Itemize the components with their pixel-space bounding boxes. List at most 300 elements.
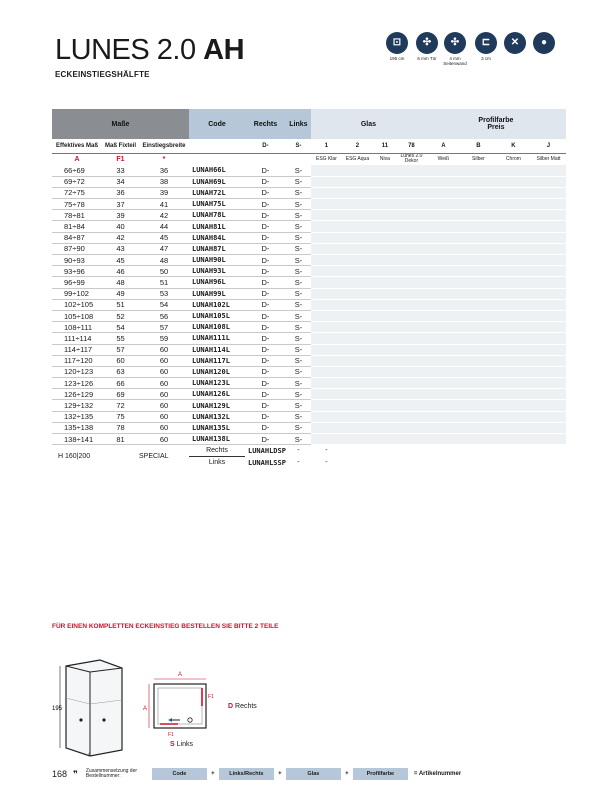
subheader-ein: Einstiegsbreite [139,139,189,153]
table-row [52,333,566,344]
price-cell [311,355,342,366]
price-cell [373,299,397,310]
cell-rechts: D- [245,400,286,411]
order-code-footer [52,767,461,781]
cell-fix: 55 [102,333,139,344]
price-cell [531,411,566,422]
price-cell [373,434,397,445]
cell-rechts: D- [245,378,286,389]
cell-ein: 60 [139,378,189,389]
price-cell [342,299,373,310]
shower-plan-diagram [140,668,220,740]
price-cell [342,288,373,299]
cell-links: S- [286,389,311,400]
cell-fix: 46 [102,266,139,277]
table-row [52,389,566,400]
price-cell [531,210,566,221]
special-rechts-dash-2: - [297,459,300,467]
price-cell [397,199,426,210]
price-cell [397,221,426,232]
price-cell [461,400,496,411]
price-cell [531,243,566,254]
cell-fix: 69 [102,389,139,400]
price-cell [342,344,373,355]
cell-code: LUNAH117L [189,355,245,366]
price-cell [397,310,426,321]
price-cell [426,199,461,210]
cell-links: S- [286,199,311,210]
price-cell [373,355,397,366]
price-cell [311,400,342,411]
price-cell [496,378,531,389]
cell-fix: 33 [102,165,139,176]
price-cell [311,310,342,321]
price-cell [426,210,461,221]
price-cell [461,378,496,389]
cell-eff: 87÷90 [52,243,102,254]
table-row [52,366,566,377]
price-cell [373,176,397,187]
cell-code: LUNAH81L [189,221,245,232]
price-cell [397,333,426,344]
cell-ein: 50 [139,266,189,277]
subheader-profil-a: A [426,139,461,153]
cell-eff: 108÷111 [52,322,102,333]
price-cell [397,422,426,433]
key-profil-k: Chrom [505,156,521,163]
cell-fix: 51 [102,299,139,310]
cell-links: S- [286,422,311,433]
price-cell [342,243,373,254]
price-cell [461,221,496,232]
cell-fix: 34 [102,176,139,187]
price-cell [311,232,342,243]
table-row [52,378,566,389]
cell-eff: 81÷84 [52,221,102,232]
special-rechts-code: LUNAHLDSP [248,446,286,455]
price-cell [311,288,342,299]
price-cell [461,232,496,243]
footer-box-glas: Glas [286,768,341,780]
feature-label: 4 mm Seitenwand [443,56,467,66]
price-cell [311,187,342,198]
feature-5 [530,32,558,56]
shower-3d-diagram [52,658,127,758]
price-cell [426,366,461,377]
subheader-rechts: D- [245,139,286,153]
diagram-height-label: 195 [52,706,63,712]
price-cell [426,176,461,187]
price-cell [342,232,373,243]
price-cell [496,165,531,176]
cell-rechts: D- [245,187,286,198]
cell-rechts: D- [245,176,286,187]
price-cell [397,355,426,366]
price-cell [397,266,426,277]
cell-ein: 53 [139,288,189,299]
cell-rechts: D- [245,411,286,422]
glass-thickness-icon: ✣ [416,32,438,54]
price-cell [342,333,373,344]
cell-fix: 39 [102,210,139,221]
cell-code: LUNAH84L [189,232,245,243]
price-cell [373,288,397,299]
cell-code: LUNAH96L [189,277,245,288]
cell-rechts: D- [245,255,286,266]
cell-eff: 105÷108 [52,310,102,321]
price-cell [496,411,531,422]
table-row [52,187,566,198]
feature-2 [441,32,469,66]
price-cell [531,187,566,198]
header-glas: Glas [311,109,426,139]
price-cell [426,333,461,344]
price-cell [531,255,566,266]
cell-ein: 60 [139,411,189,422]
price-cell [496,210,531,221]
cell-links: S- [286,366,311,377]
price-cell [426,288,461,299]
price-cell [397,232,426,243]
price-cell [397,165,426,176]
price-cell [311,210,342,221]
cell-eff: 96÷99 [52,277,102,288]
price-cell [342,355,373,366]
price-cell [531,400,566,411]
plan-f1-side-label: F1 [208,694,214,700]
feature-1 [413,32,441,61]
cell-links: S- [286,187,311,198]
price-cell [496,434,531,445]
price-cell [342,434,373,445]
price-cell [373,389,397,400]
price-cell [531,366,566,377]
price-cell [461,199,496,210]
price-cell [397,411,426,422]
price-cell [426,322,461,333]
cell-fix: 81 [102,434,139,445]
price-cell [426,422,461,433]
price-cell [311,243,342,254]
price-cell [426,266,461,277]
plan-f1-bottom-label: F1 [168,732,174,738]
cell-rechts: D- [245,199,286,210]
cell-fix: 63 [102,366,139,377]
cell-links: S- [286,232,311,243]
cell-rechts: D- [245,366,286,377]
price-cell [461,434,496,445]
price-cell [397,277,426,288]
price-cell [461,344,496,355]
cell-links: S- [286,434,311,445]
price-cell [397,366,426,377]
price-cell [311,221,342,232]
key-glas-2: ESG Aqua [345,156,370,163]
price-cell [426,187,461,198]
cell-links: S- [286,221,311,232]
header-links: Links [286,109,311,139]
cell-eff: 120÷123 [52,366,102,377]
price-cell [426,243,461,254]
cell-links: S- [286,355,311,366]
subheader-glas-11: 11 [373,139,397,153]
cell-links: S- [286,378,311,389]
cell-code: LUNAH129L [189,400,245,411]
cell-eff: 135÷138 [52,422,102,433]
cell-links: S- [286,176,311,187]
cell-eff: 111÷114 [52,333,102,344]
table-row [52,232,566,243]
price-cell [373,333,397,344]
price-cell [461,422,496,433]
price-cell [461,277,496,288]
table-row [52,299,566,310]
key-ein: * [162,155,166,163]
price-cell [496,199,531,210]
price-cell [426,277,461,288]
cell-code: LUNAH87L [189,243,245,254]
table-row [52,310,566,321]
price-cell [311,389,342,400]
price-cell [531,165,566,176]
cell-fix: 42 [102,232,139,243]
price-cell [373,344,397,355]
cell-ein: 60 [139,344,189,355]
header-masse: Maße [52,109,189,139]
cell-links: S- [286,400,311,411]
cell-code: LUNAH90L [189,255,245,266]
cell-eff: 129÷132 [52,400,102,411]
cell-code: LUNAH78L [189,210,245,221]
price-cell [342,266,373,277]
cell-eff: 69÷72 [52,176,102,187]
cell-rechts: D- [245,310,286,321]
price-cell [531,434,566,445]
footer-caption: Zusammensetzung der Bestellnummer: [85,767,138,779]
price-cell [426,232,461,243]
cell-eff: 126÷129 [52,389,102,400]
subheader-glas-2: 2 [342,139,373,153]
cell-ein: 56 [139,310,189,321]
price-cell [426,310,461,321]
table-row [52,199,566,210]
footprints-icon: ❞ [73,768,78,779]
cell-code: LUNAH132L [189,411,245,422]
price-cell [461,355,496,366]
price-cell [426,378,461,389]
price-cell [373,378,397,389]
price-cell [496,299,531,310]
price-cell [311,176,342,187]
cell-rechts: D- [245,243,286,254]
cell-rechts: D- [245,232,286,243]
price-cell [311,199,342,210]
special-rechts-dash: - [297,447,300,455]
price-cell [311,333,342,344]
subheader-profil-j: J [531,139,566,153]
price-cell [461,187,496,198]
cell-code: LUNAH99L [189,288,245,299]
cell-ein: 59 [139,333,189,344]
cell-fix: 36 [102,187,139,198]
cell-links: S- [286,266,311,277]
cell-fix: 48 [102,277,139,288]
cell-ein: 36 [139,165,189,176]
page-number: 168 [52,769,68,779]
price-cell [426,411,461,422]
price-cell [426,255,461,266]
cell-links: S- [286,344,311,355]
price-cell [311,277,342,288]
price-cell [342,199,373,210]
header-rechts: Rechts [245,109,286,139]
cell-rechts: D- [245,422,286,433]
price-cell [461,322,496,333]
table-row [52,422,566,433]
cell-ein: 38 [139,176,189,187]
price-cell [461,411,496,422]
table-row [52,288,566,299]
key-profil-a: Weiß [437,156,450,163]
price-cell [373,411,397,422]
table-row [52,344,566,355]
cell-fix: 66 [102,378,139,389]
cell-ein: 60 [139,422,189,433]
price-cell [461,255,496,266]
price-cell [426,299,461,310]
price-cell [496,389,531,400]
table-row [52,411,566,422]
cell-fix: 49 [102,288,139,299]
price-cell [342,165,373,176]
price-cell [426,221,461,232]
subheader-links: S- [286,139,311,153]
feature-0 [383,32,411,61]
key-profil-b: Silber [472,156,485,163]
cell-code: LUNAH72L [189,187,245,198]
cell-ein: 48 [139,255,189,266]
special-label: SPECIAL [139,453,169,461]
plan-a-side-label: A [143,706,148,712]
price-cell [531,422,566,433]
cell-rechts: D- [245,266,286,277]
price-cell [373,255,397,266]
key-glas-78: Lunes 2.0 Dekor [400,153,423,165]
price-cell [342,221,373,232]
cell-links: S- [286,288,311,299]
price-cell [373,322,397,333]
price-cell [342,400,373,411]
cell-ein: 57 [139,322,189,333]
table-row [52,243,566,254]
price-cell [373,366,397,377]
cell-rechts: D- [245,355,286,366]
cell-fix: 43 [102,243,139,254]
price-cell [342,411,373,422]
subheader-profil-b: B [461,139,496,153]
special-height: H 160|200 [58,453,91,461]
subheader-fix: Maß Fixteil [102,139,139,153]
cell-eff: 117÷120 [52,355,102,366]
cell-eff: 90÷93 [52,255,102,266]
footer-box-profilfarbe: Profilfarbe [353,768,408,780]
cell-rechts: D- [245,221,286,232]
price-cell [461,299,496,310]
price-cell [373,199,397,210]
price-cell [531,389,566,400]
cell-eff: 123÷126 [52,378,102,389]
special-links-code: LUNAHLSSP [248,458,286,467]
price-cell [342,255,373,266]
subheader-glas-78: 78 [397,139,426,153]
adjustment-icon: ⊏ [475,32,497,54]
price-cell [426,434,461,445]
cell-links: S- [286,277,311,288]
price-cell [373,422,397,433]
cell-rechts: D- [245,299,286,310]
price-cell [342,187,373,198]
price-cell [373,400,397,411]
cell-eff: 75÷78 [52,199,102,210]
price-cell [426,355,461,366]
price-cell [496,422,531,433]
table-row [52,210,566,221]
price-cell [496,366,531,377]
price-cell [397,255,426,266]
price-cell [342,366,373,377]
cell-links: S- [286,243,311,254]
special-links-label: Links [208,459,226,467]
special-links-dash: - [325,447,328,455]
cell-fix: 72 [102,400,139,411]
price-cell [496,400,531,411]
cell-links: S- [286,299,311,310]
price-cell [397,299,426,310]
subheader-glas-1: 1 [311,139,342,153]
table-row [52,165,566,176]
feature-4 [501,32,529,56]
price-cell [397,243,426,254]
cell-code: LUNAH123L [189,378,245,389]
price-cell [531,232,566,243]
price-cell [531,266,566,277]
cell-rechts: D- [245,434,286,445]
price-cell [311,378,342,389]
price-cell [342,176,373,187]
price-cell [496,277,531,288]
price-cell [373,266,397,277]
price-cell [461,266,496,277]
cell-code: LUNAH66L [189,165,245,176]
price-cell [461,243,496,254]
cell-eff: 102÷105 [52,299,102,310]
price-cell [397,344,426,355]
cell-code: LUNAH135L [189,422,245,433]
cell-fix: 37 [102,199,139,210]
feature-3 [472,32,500,61]
cell-fix: 57 [102,344,139,355]
cell-ein: 54 [139,299,189,310]
price-cell [373,243,397,254]
price-cell [496,255,531,266]
page-title: LUNES 2.0 AH [55,34,245,66]
cell-links: S- [286,210,311,221]
cell-code: LUNAH138L [189,434,245,445]
cell-ein: 60 [139,366,189,377]
price-cell [461,366,496,377]
cell-ein: 47 [139,243,189,254]
footer-box-links-rechts: Links/Rechts [219,768,274,780]
